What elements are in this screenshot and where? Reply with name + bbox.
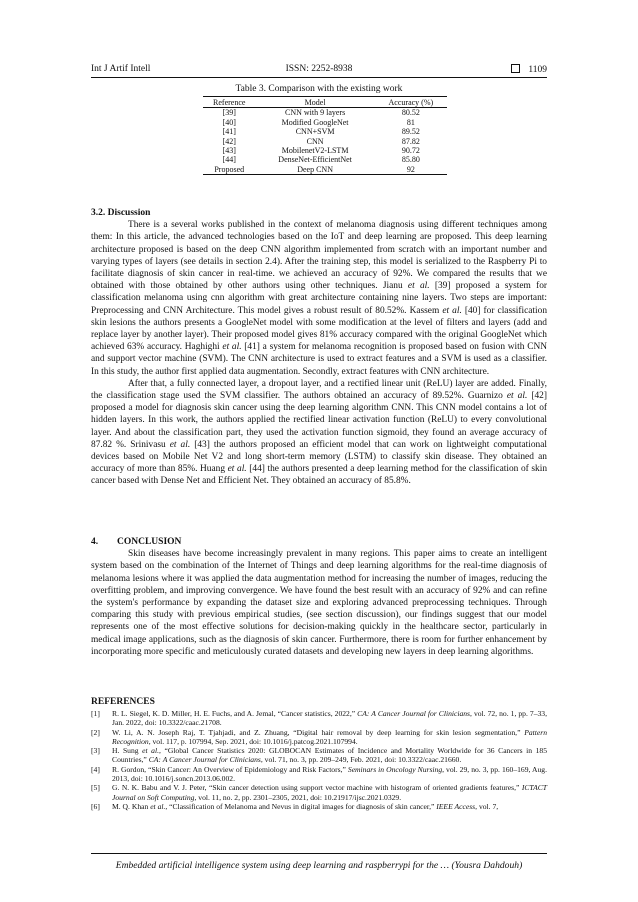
cell-model: Modified GoogleNet [281,117,349,127]
page-number-block [511,64,547,75]
table-caption: Table 3. Comparison with the existing work [235,84,403,94]
running-header [91,64,547,78]
table-header-row [203,97,447,108]
cell-accuracy: 80.52 [401,108,420,118]
conclusion-section [91,536,547,658]
table-row [203,155,447,164]
reference-item: [6] M. Q. Khan et al., “Classification of Melanoma and Nevus in digital images for diagnosis of skin cancer,” IEEE Access, vol. 7, [91,801,499,811]
comparison-table [203,96,447,175]
cell-model: CNN [306,136,324,146]
cell-reference: [41] [222,127,236,137]
conclusion-paragraph: Skin diseases have become increasingly prevalent in many regions. This paper aims to create an intelligent system based on the combination of the Internet of Things and deep learning algorithms for the real-time diagnosis of melanoma lesions where it was applied the data augmentation method for increasing the number of images, reducing the overfitting problem, and improving convergence. We have found the best result with an accuracy of 92% and can refine the system's performance by expanding the dataset size and exploring advanced preprocessing techniques. Through comparing this study with previous empirical studies, (see section discussion), our findings suggest that our model represents one of the most effective solutions for decision-making quickly in the healthcare sector, particularly in medical image applications, such as the diagnosis of skin cancer. Furthermore, there is room for further enhancement by incorporating more specific and meticulously curated datasets and developing new layers in deep learning algorithms. [91,549,547,657]
column-header: Accuracy (%) [375,97,447,108]
section-number: 4. [91,537,99,547]
reference-list [91,709,547,811]
table-row [203,146,447,155]
discussion-paragraph-2: After that, a fully connected layer, a dropout layer, and a rectified linear unit (ReLU) layer are added. Finally, the classification stage used the SVM classifier. The authors obtained an accuracy of 89.52%. Guarnizo et al. [42] proposed a model for diagnosis skin cancer using the deep learning algorithm CNN. This CNN model contains a lot of hidden layers. In this work, the authors applied the rectified linear activation function (ReLU) to every convolutional layer. And about the classification part, they used the activation function sigmoid, they found an average accuracy of 87.82 %. Srinivasu et al. [43] the authors proposed an efficient model that can work on lightweight computational devices based on Mobile Net V2 and long short-term memory (LSTM) to classify skin disease. They obtained an accuracy of more than 85%. Huang et al. [44] the authors presented a deep learning method for the classification of skin cancer based with Dense Net and Efficient Net. They obtained an accuracy of 85.8%. [91,378,548,487]
cell-reference: [40] [222,117,236,127]
discussion-section [91,207,547,488]
running-footer: Embedded artificial intelligence system using deep learning and raspberrypi for the … (Yousra Dahdouh) [115,860,523,871]
checkbox-icon [511,64,520,73]
cell-model: CNN+SVM [295,127,335,137]
cell-reference: [42] [222,136,236,146]
discussion-heading: 3.2. Discussion [91,208,151,218]
cell-reference: Proposed [203,165,256,175]
cell-accuracy: 89.52 [401,127,420,137]
reference-item: [1] R. L. Siegel, K. D. Miller, H. E. Fuchs, and A. Jemal, “Cancer statistics, 2022,” CA: A Cancer Journal for Clinicians, vol. 72, no. 1, pp. 7–33, Jan. 2022, doi: 10.3322/caac.21708. [91,709,547,728]
cell-model: DenseNet-EfficientNet [278,155,352,165]
references-heading: REFERENCES [91,697,155,707]
cell-accuracy: 87.82 [401,136,420,146]
column-header: Reference [203,97,256,108]
table-row [203,137,447,146]
footer-rule [91,853,547,854]
cell-reference: [39] [222,108,236,118]
issn: ISSN: 2252-8938 [285,64,353,74]
column-header: Model [256,97,375,108]
cell-model: CNN with 9 layers [284,108,346,118]
conclusion-heading [91,536,547,548]
table-row [203,108,447,118]
table-row [203,118,447,127]
table-row [203,127,447,136]
cell-accuracy: 81 [406,117,415,127]
cell-reference: [43] [222,146,236,156]
cell-accuracy: 90.72 [401,146,420,156]
reference-item: [5] G. N. K. Babu and V. J. Peter, “Skin cancer detection using support vector machine with histogram of oriented gradients features,” ICTACT Journal on Soft Computing, vol. 11, no. 2, pp. 2301–2305, 2021, doi: 10.21917/ijsc.2021.0329. [91,783,547,802]
journal-name: Int J Artif Intell [91,64,151,74]
page-number: 1109 [528,65,547,75]
cell-accuracy: 92 [375,165,447,175]
cell-model: MobilenetV2-LSTM [281,146,349,156]
table-row [203,165,447,175]
cell-reference: [44] [222,155,236,165]
reference-item: [3] H. Sung et al., “Global Cancer Statistics 2020: GLOBOCAN Estimates of Incidence and Mortality Worldwide for 36 Cancers in 185 Countries,” CA: A Cancer Journal for Clinicians, vol. 71, no. 3, pp. 209–249, Feb. 2021, doi: 10.3322/caac.21660. [91,746,548,765]
reference-item: [2] W. Li, A. N. Joseph Raj, T. Tjahjadi, and Z. Zhuang, “Digital hair removal by deep learning for skin lesion segmentation,” Pattern Recognition, vol. 117, p. 107994, Sep. 2021, doi: 10.1016/j.patcog.2021.107994. [91,727,547,746]
cell-model: Deep CNN [256,165,375,175]
header-rule [91,77,547,78]
cell-accuracy: 85.80 [401,155,420,165]
section-title: CONCLUSION [117,537,182,547]
reference-item: [4] R. Gordon, “Skin Cancer: An Overview of Epidemiology and Risk Factors,” Seminars in Oncology Nursing, vol. 29, no. 3, pp. 160–169, Aug. 2013, doi: 10.1016/j.soncn.2013.06.002. [91,764,548,784]
discussion-paragraph-1: There is a several works published in the context of melanoma diagnosis using different techniques among them: In this article, the advanced technologies based on the IoT and deep learning are proposed. This deep learning architecture proposed is based on the deep CNN algorithm implemented from scratch with an important number and varying types of layers (see details in section 2.4). After the training step, this model is serialized to the Raspberry Pi to facilitate diagnosis of skin cancer in real-time. we achieved an accuracy of 92%. We compared the results that we obtained with those obtained by other authors using other techniques. Jianu et al. [39] proposed a system for classification melanoma using cnn algorithm with great architecture containing nine layers. Two steps are important: Preprocessing and CNN Architecture. This model gives a robust result of 80.52%. Kassem et al. [40] for classification skin lesions the authors presents a GoogleNet model with some modification at the level of filters and layers (add and replace layer by another layer). Their proposed model gives 81% accuracy compared with the original GoogleNet which achieved 63% accuracy. Haghighi et al. [41] a system for melanoma recognition is proposed based on fusion with CNN and support vector machine (SVM). The CNN architecture is used to extract features and a SVM is used as a classifier. In this study, the author first applied data augmentation. Secondly, extract features with CNN architecture. [91,220,548,377]
